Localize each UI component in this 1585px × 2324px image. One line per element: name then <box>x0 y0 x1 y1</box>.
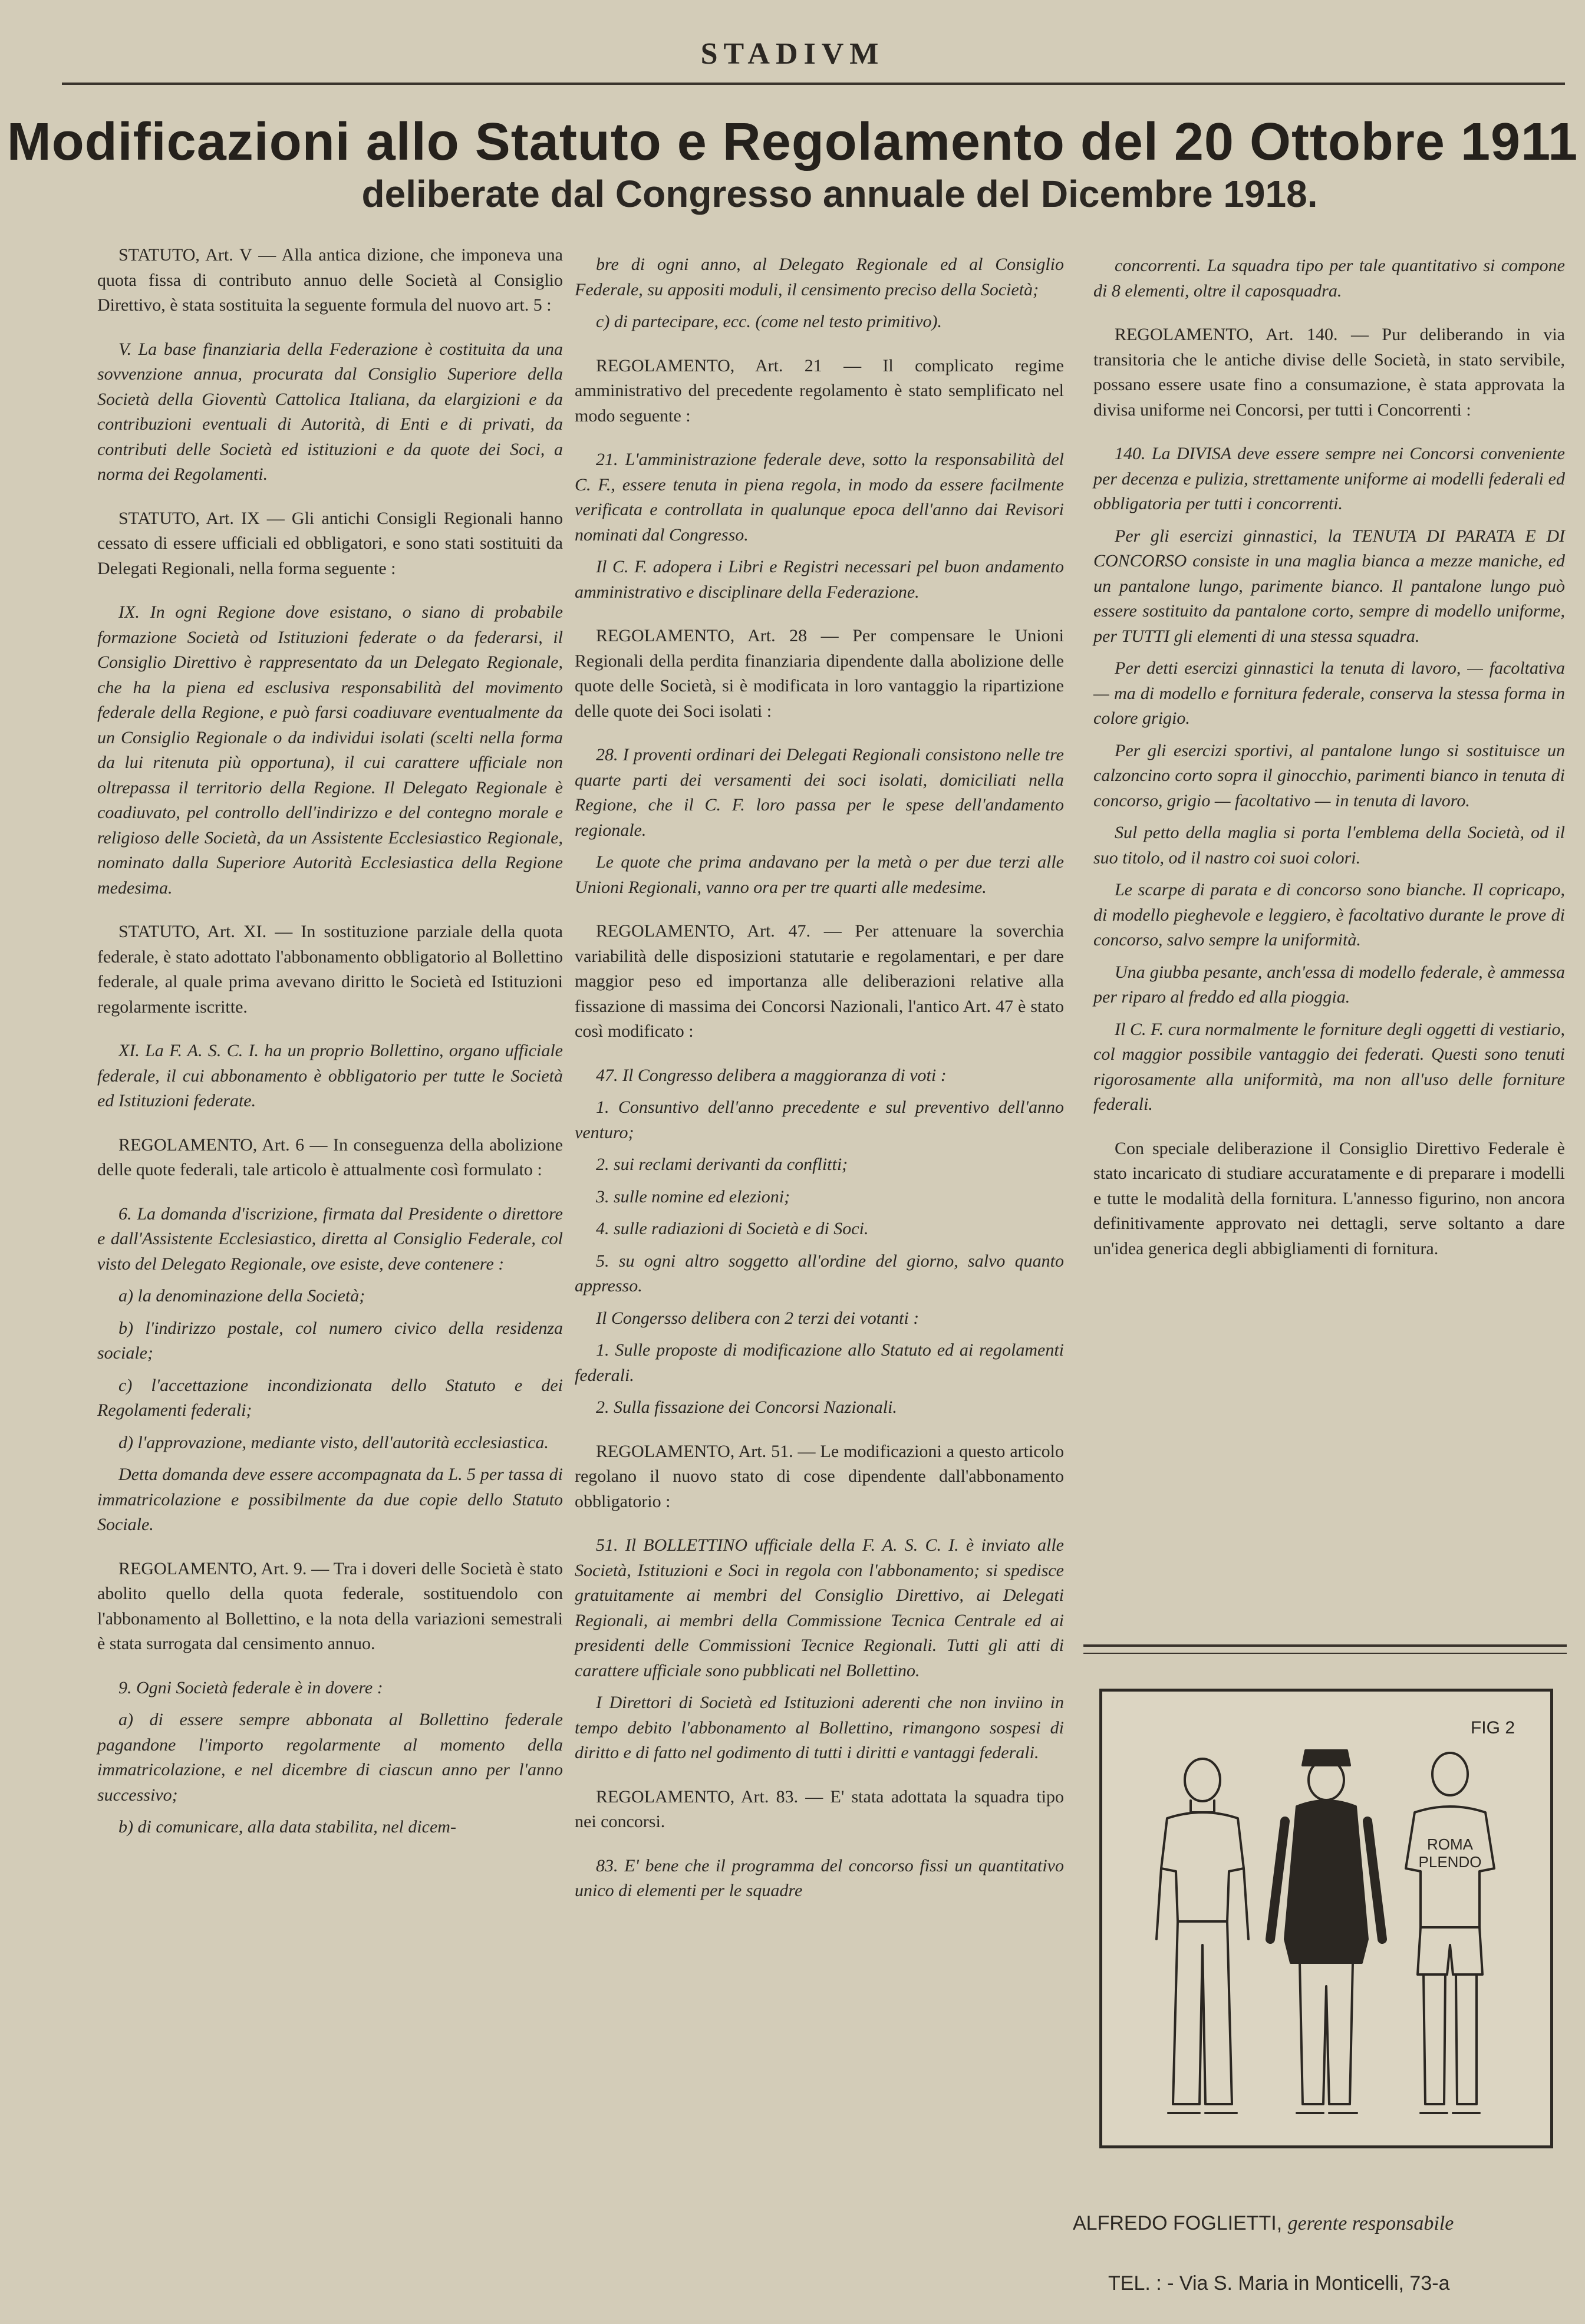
column-3 <box>1093 253 1565 1280</box>
paragraph: Il C. F. cura normalmente le forniture degli oggetti di vestiario, col maggior possibile vantaggio dei federati. Questi sono tenuti rigorosamente alla uniformità, ma non all'uso delle forniture federali. <box>1093 1019 1565 1114</box>
paragraph: Le scarpe di parata e di concorso sono bianche. Il copricapo, di modello pieghevole e leggiero, è facoltativo durante le prove di concorso, salvo sempre la uniformità. <box>1093 880 1565 950</box>
paragraph: XI. La F. A. S. C. I. ha un proprio Bollettino, organo ufficiale federale, il cui abbonamento è obbligatorio per tutte le Società ed Istituzioni federate. <box>97 1041 563 1110</box>
uniform-figure <box>1099 1689 1553 2148</box>
list-item: 3. sulle nomine ed elezioni; <box>596 1186 790 1206</box>
masthead-rule <box>62 83 1565 85</box>
publisher-address: TEL. : - Via S. Maria in Monticelli, 73-a <box>1108 2272 1450 2295</box>
list-item: c) di partecipare, ecc. (come nel testo primitivo). <box>596 312 943 331</box>
figure-label: FIG 2 <box>1470 1718 1515 1738</box>
section-divider <box>1083 1644 1567 1654</box>
paragraph: 9. Ogni Società federale è in dovere : <box>118 1677 383 1697</box>
publisher-line <box>1073 2212 1580 2235</box>
article-subtitle: deliberate dal Congresso annuale del Dicembre 1918. <box>361 173 1318 215</box>
paragraph: Per gli esercizi ginnastici, la TENUTA DI PARATA E DI CONCORSO consiste in una maglia bianca a mezze maniche, ed un pantalone lungo, parimente bianco. Il pantalone lungo può essere sostituito da pantalone corto, sempre di modello uniforme, per TUTTI gli elementi di una stessa squadra. <box>1093 526 1565 646</box>
publisher-role: gerente responsabile <box>1287 2213 1454 2234</box>
paragraph: IX. In ogni Regione dove esistano, o siano di probabile formazione Società od Istituzioni federate o da federarsi, il Consiglio Direttivo è rappresentato da un Delegato Regionale, che ha la piena ed esclusiva responsabilità del movimento federale della Regione, e può farsi coadiuvare eventualmente da un Consiglio Regionale o da individui isolati (scelti nella forma da lui ritenuta più opportuna), il cui carattere ufficiale non oltrepassa il territorio della Regione. Il Delegato Regionale è coadiuvato, pel controllo dell'indirizzo e del contegno morale e religioso delle Società, da un Assistente Ecclesiastico Regionale, nominato dalla Superiore Autorità Ecclesiastica della Regione medesima. <box>97 602 563 898</box>
list-item: 5. su ogni altro soggetto all'ordine del giorno, salvo quanto appresso. <box>575 1251 1064 1295</box>
paragraph: STATUTO, Art. IX — Gli antichi Consigli Regionali hanno cessato di essere ufficiali ed obbligatori, e sono stati sostituiti da Delegati Regionali, nella forma seguente : <box>97 508 563 578</box>
article-title: Modificazioni allo Statuto e Regolamento del 20 Ottobre 1911 <box>6 113 1579 172</box>
column-2 <box>575 252 1064 1923</box>
paragraph: Per detti esercizi ginnastici la tenuta di lavoro, — facoltativa — ma di modello e fornitura federale, conserva la stessa forma in colore grigio. <box>1093 658 1565 728</box>
column-1 <box>97 243 563 1847</box>
paragraph: 140. La DIVISA deve essere sempre nei Concorsi conveniente per decenza e pulizia, strettamente uniforme ai modelli federali ed obbligatoria per tutti i concorrenti. <box>1093 444 1565 513</box>
paragraph: REGOLAMENTO, Art. 21 — Il complicato regime amministrativo del precedente regolamento è stato semplificato nel modo seguente : <box>575 355 1064 426</box>
paragraph: concorrenti. La squadra tipo per tale quantitativo si compone di 8 elementi, oltre il caposquadra. <box>1093 256 1565 301</box>
paragraph: STATUTO, Art. XI. — In sostituzione parziale della quota federale, è stato adottato l'abbonamento obbligatorio al Bollettino federale, al quale prima avevano diritto le Società ed Istituzioni regolarmente iscritte. <box>97 922 563 1017</box>
shirt-text-1: ROMA <box>1427 1835 1473 1853</box>
paragraph: 47. Il Congresso delibera a maggioranza di voti : <box>596 1065 947 1085</box>
paragraph: V. La base finanziaria della Federazione è costituita da una sovvenzione annua, procurata dal Consiglio Superiore della Società della Gioventù Cattolica Italiana, da elargizioni e da contribuzioni eventuali di Autorità, di Enti e di privati, da contributi delle Società ed istituzioni e da quote dei Soci, a norma dei Regolamenti. <box>97 339 563 484</box>
paragraph: REGOLAMENTO, Art. 83. — E' stata adottata la squadra tipo nei concorsi. <box>575 1786 1064 1831</box>
three-athletes-illustration <box>1102 1692 1550 2145</box>
list-item: 2. Sulla fissazione dei Concorsi Nazionali. <box>596 1397 897 1417</box>
paragraph: 6. La domanda d'iscrizione, firmata dal Presidente o direttore e dall'Assistente Ecclesiastico, diretta al Consiglio Federale, col visto del Delegato Regionale, ove esiste, deve contenere : <box>97 1204 563 1274</box>
paragraph: Per gli esercizi sportivi, al pantalone lungo si sostituisce un calzoncino corto sopra il ginocchio, parimenti bianco in tenuta di concorso, grigio — facoltativo — in tenuta di lavoro. <box>1093 740 1565 810</box>
paragraph: 51. Il BOLLETTINO ufficiale della F. A. S. C. I. è inviato alle Società, Istituzioni e Soci in regola con l'abbonamento; si spedisce gratuitamente ai membri del Consiglio Direttivo, ai Delegati Regionali, ai membri della Commissione Tecnica Centrale ed ai presidenti delle Commissioni Tecnice Regionali. Tutti gli atti di carattere ufficiale sono pubblicati nel Bollettino. <box>575 1535 1064 1680</box>
paragraph: 83. E' bene che il programma del concorso fissi un quantitativo unico di elementi per le squadre <box>575 1855 1064 1900</box>
paragraph: REGOLAMENTO, Art. 47. — Per attenuare la soverchia variabilità delle disposizioni statutarie e regolamentari, e per dare maggior peso ed importanza alle deliberazioni relative alla fissazione di massima dei Concorsi Nazionali, l'antico Art. 47 è stato così modificato : <box>575 921 1064 1041</box>
paragraph: Il Congersso delibera con 2 terzi dei votanti : <box>596 1308 920 1328</box>
list-item: d) l'approvazione, mediante visto, dell'autorità ecclesiastica. <box>118 1432 549 1452</box>
paragraph: REGOLAMENTO, Art. 28 — Per compensare le Unioni Regionali della perdita finanziaria dipendente dalla abolizione delle quote delle Società, si è modificata in loro vantaggio la ripartizione delle quote dei Soci isolati : <box>575 626 1064 721</box>
list-item: 2. sui reclami derivanti da conflitti; <box>596 1155 848 1174</box>
paragraph: bre di ogni anno, al Delegato Regionale ed al Consiglio Federale, su appositi moduli, il censimento preciso della Società; <box>575 255 1064 299</box>
paragraph: 21. L'amministrazione federale deve, sotto la responsabilità del C. F., essere tenuta in piena regola, in modo da essere facilmente verificata e controllata in qualunque epoca dell'anno dai Revisori nominati dal Congresso. <box>575 450 1064 545</box>
list-item: a) la denominazione della Società; <box>118 1286 365 1306</box>
paragraph: Il C. F. adopera i Libri e Registri necessari pel buon andamento amministrativo e disciplinare della Federazione. <box>575 557 1064 602</box>
paragraph: REGOLAMENTO, Art. 140. — Pur deliberando in via transitoria che le antiche divise delle Società, in stato servibile, possano essere usate fino a consumazione, è stata approvata la divisa uniforme nei Concorsi, per tutti i Concorrenti : <box>1093 325 1565 420</box>
athlete-jacket <box>1270 1751 1382 2113</box>
shirt-text-2: PLENDO <box>1418 1853 1482 1871</box>
paragraph: Con speciale deliberazione il Consiglio Direttivo Federale è stato incaricato di studiare accuratamente e di preparare i modelli e tutte le modalità della fornitura. L'annesso figurino, non ancora definitivamente approvato nei dettagli, serve soltanto a dare un'idea generica degli abbigliamenti di fornitura. <box>1093 1138 1565 1258</box>
paragraph: Le quote che prima andavano per la metà o per due terzi alle Unioni Regionali, vanno ora per tre quarti alle medesime. <box>575 852 1064 897</box>
paragraph: Detta domanda deve essere accompagnata da L. 5 per tassa di immatricolazione e possibilmente da due copie dello Statuto Sociale. <box>97 1465 563 1534</box>
list-item: b) l'indirizzo postale, col numero civico della residenza sociale; <box>97 1318 563 1363</box>
paragraph: Sul petto della maglia si porta l'emblema della Società, od il suo titolo, od il nastro coi suoi colori. <box>1093 823 1565 868</box>
list-item: c) l'accettazione incondizionata dello Statuto e dei Regolamenti federali; <box>97 1375 563 1420</box>
athlete-long-trousers <box>1156 1759 1248 2113</box>
paragraph: STATUTO, Art. V — Alla antica dizione, che imponeva una quota fissa di contributo annuo delle Società al Consiglio Direttivo, è stata sostituita la seguente formula del nuovo art. 5 : <box>97 245 563 315</box>
paragraph: 28. I proventi ordinari dei Delegati Regionali consistono nelle tre quarte parti dei versamenti dei soci isolati, domiciliati nella Regione, che il C. F. loro passa per le spese dell'andamento regionale. <box>575 745 1064 840</box>
paragraph: Una giubba pesante, anch'essa di modello federale, è ammessa per riparo al freddo ed alla pioggia. <box>1093 962 1565 1007</box>
list-item: 4. sulle radiazioni di Società e di Soci. <box>596 1219 869 1238</box>
paragraph: REGOLAMENTO, Art. 6 — In conseguenza della abolizione delle quote federali, tale articolo è attualmente così formulato : <box>97 1135 563 1179</box>
masthead: STADIVM <box>700 37 885 71</box>
paragraph: I Direttori di Società ed Istituzioni aderenti che non inviino in tempo debito l'abbonamento al Bollettino, rimangono sospesi di diritto e di fatto nel godimento di tutti i diritti e vantaggi federali. <box>575 1693 1064 1762</box>
list-item: 1. Consuntivo dell'anno precedente e sul preventivo dell'anno venturo; <box>575 1097 1064 1142</box>
list-item: b) di comunicare, alla data stabilita, nel dicem- <box>118 1817 456 1837</box>
publisher-name: ALFREDO FOGLIETTI, <box>1073 2212 1283 2234</box>
list-item: a) di essere sempre abbonata al Bollettino federale pagandone l'importo regolarmente al momento della immatricolazione, e nel dicembre di ciascun anno per l'anno successivo; <box>97 1710 563 1805</box>
paragraph: REGOLAMENTO, Art. 51. — Le modificazioni a questo articolo regolano il nuovo stato di cose dipendente dall'abbonamento obbligatorio : <box>575 1441 1064 1511</box>
athlete-shorts <box>1406 1753 1494 2113</box>
paragraph: REGOLAMENTO, Art. 9. — Tra i doveri delle Società è stato abolito quello della quota federale, sostituendolo con l'abbonamento al Bollettino, e la nota della variazioni semestrali è stata surrogata dal censimento annuo. <box>97 1558 563 1653</box>
list-item: 1. Sulle proposte di modificazione allo Statuto ed ai regolamenti federali. <box>575 1340 1064 1385</box>
